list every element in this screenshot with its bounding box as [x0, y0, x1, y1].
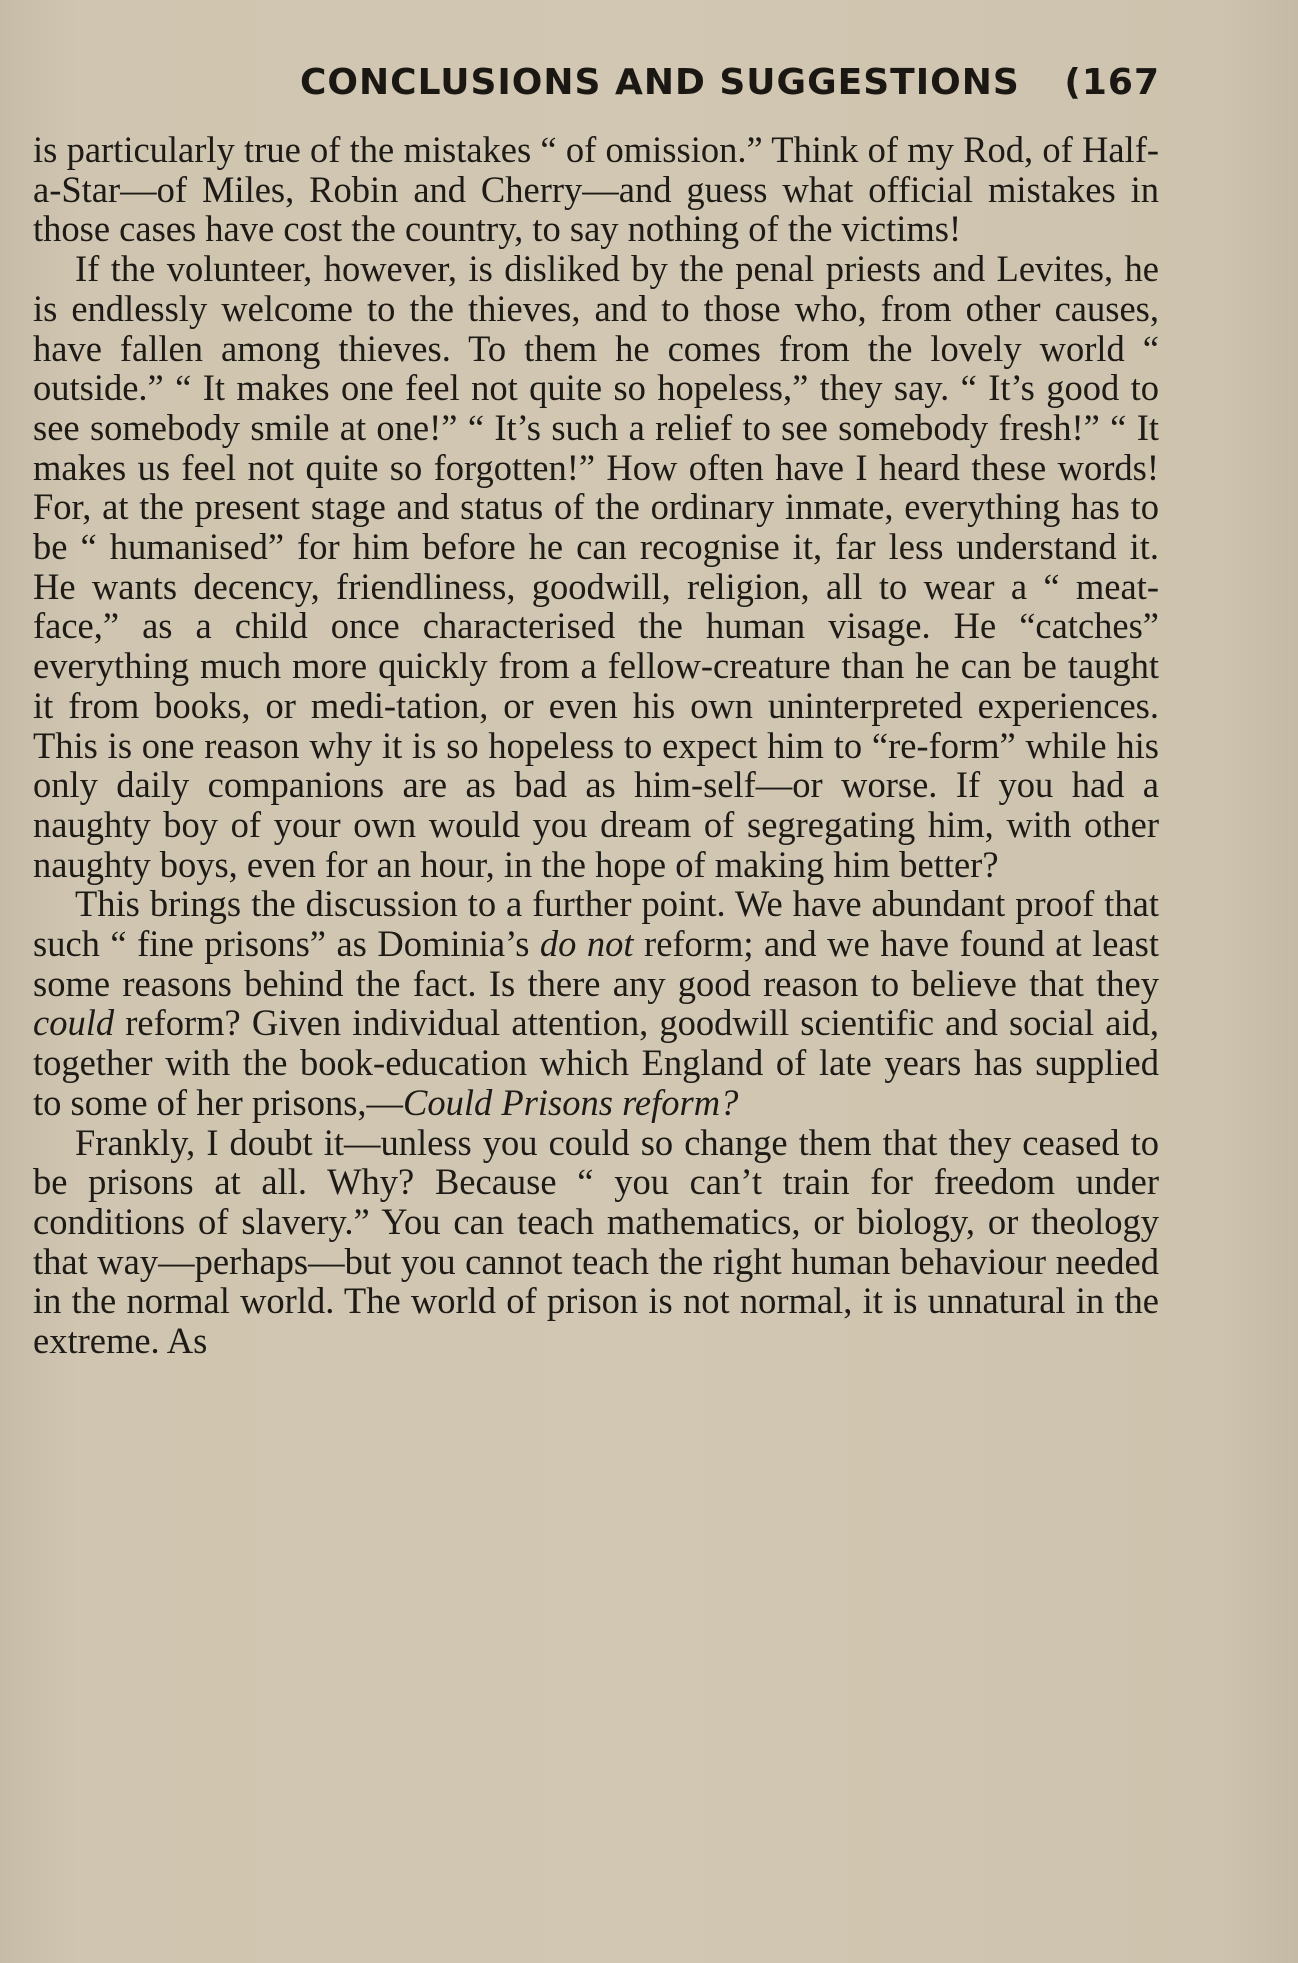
paragraph-3-text-a: This brings the discussion to a further point. We have abundant proof that such “ fine prisons” as Dominia’s: [33, 883, 1159, 965]
paragraph-1: is particularly true of the mistakes “ of omission.” Think of my Rod, of Half-a-Star—of Miles, Robin and Cherry—and guess what official mistakes in those cases have cost the country, to say nothing of the victims!: [33, 129, 1159, 250]
paragraph-3-text-b: reform; and we have found at least some reasons behind the fact. Is there any good reason to believe that they: [33, 923, 1159, 1004]
paragraph-4: Frankly, I doubt it—unless you could so change them that they ceased to be prisons at all. Why? Because “ you can’t train for freedom under conditions of slavery.” You can teach mathematics, or biology, or theology that way—perhaps—but you cannot teach the right human behaviour needed in the normal world. The world of prison is not normal, it is unnatural in the extreme. As: [33, 1121, 1159, 1362]
emphasis-do-not: do not: [539, 923, 634, 965]
paragraph-3-text-c: reform? Given individual attention, goodwill scientific and social aid, together with the book-education which England of late years has supplied to some of her prisons,—: [33, 1002, 1159, 1123]
emphasis-could-prisons-reform: Could Prisons reform?: [403, 1081, 739, 1123]
paragraph-3: [33, 884, 1159, 1122]
emphasis-could: could: [33, 1002, 115, 1044]
paragraph-2: If the volunteer, however, is disliked by the penal priests and Levites, he is endlessly welcome to the thieves, and to those who, from other causes, have fallen among thieves. To them he comes from the lovely world “ outside.” “ It makes one feel not quite so hopeless,” they say. “ It’s good to see somebody smile at one!” “ It’s such a relief to see somebody fresh!” “ It makes us feel not quite so forgotten!” How often have I heard these words! For, at the present stage and status of the ordinary inmate, everything has to be “ humanised” for him before he can recognise it, far less understand it. He wants decency, friendliness, goodwill, religion, all to wear a “ meat-face,” as a child once characterised the human visage. He “catches” everything much more quickly from a fellow-creature than he can be taught it from books, or medi-tation, or even his own uninterpreted experiences. This is one reason why it is so hopeless to expect him to “re-form” while his only daily companions are as bad as him-self—or worse. If you had a naughty boy of your own would you dream of segregating him, with other naughty boys, even for an hour, in the hope of making him better?: [33, 248, 1159, 885]
page-number: (167: [1064, 62, 1160, 103]
running-header: [300, 62, 1160, 103]
body-text: [33, 130, 1159, 1361]
chapter-title: CONCLUSIONS AND SUGGESTIONS: [300, 62, 1020, 103]
